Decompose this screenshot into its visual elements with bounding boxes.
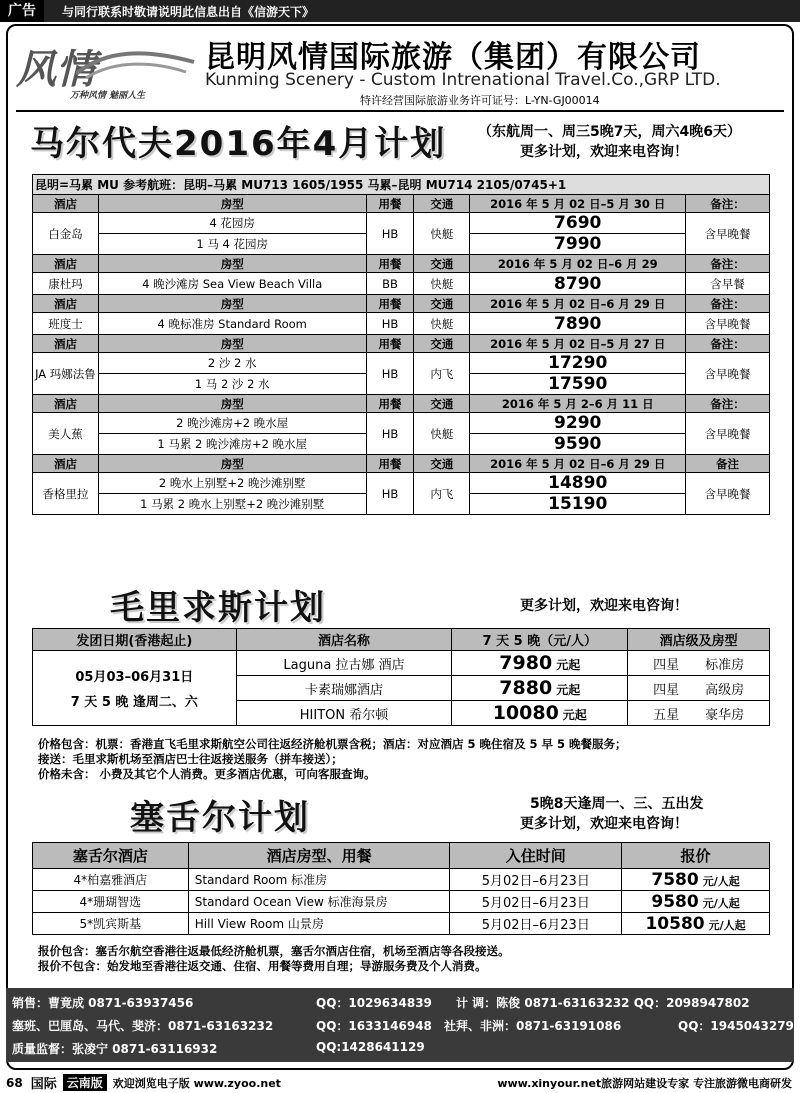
price-unit: 元/人起 [708, 918, 746, 932]
room-type: 1 马 2 沙 2 水 [98, 374, 366, 395]
star-rating: 五星 [653, 707, 680, 723]
table-row [33, 913, 770, 935]
room-type: 2 晚水上别墅+2 晚沙滩别墅 [98, 473, 366, 494]
price [452, 701, 628, 726]
meal-plan: HB [366, 313, 414, 335]
stay-dates: 5月02日–6月23日 [450, 913, 622, 935]
departure-dates: 05月03–06月31日 [75, 670, 194, 685]
column-header: 交通 [414, 455, 470, 473]
column-header: 房型 [98, 335, 366, 353]
table-row [33, 213, 770, 234]
table-row [33, 313, 770, 335]
room-grade: 高级房 [705, 682, 745, 698]
license-number: 特许经营国际旅游业务许可证号：L-YN-GJ00014 [360, 94, 600, 107]
maldives-more-note: 更多计划，欢迎来电咨询！ [520, 144, 688, 160]
logo-glyph: 风情 [16, 46, 96, 93]
departure-info [33, 651, 237, 726]
price-unit: 元起 [556, 658, 581, 672]
table-header-row [33, 195, 770, 213]
table-header-row [33, 395, 770, 413]
table-header-row [33, 295, 770, 313]
seychelles-notes [38, 944, 510, 974]
room-type: 4 晚沙滩房 Sea View Beach Villa [98, 273, 366, 295]
column-header: 报价 [622, 843, 770, 869]
table-row [33, 869, 770, 891]
page-number: 68 [6, 1075, 23, 1090]
column-header: 7 天 5 晚（元/人） [452, 629, 628, 651]
column-header: 房型 [98, 455, 366, 473]
column-header: 备注： [686, 295, 770, 313]
room-type: Hill View Room 山景房 [188, 913, 450, 935]
room-grade: 标准房 [705, 657, 745, 673]
table-row [33, 473, 770, 494]
price: 7990 [470, 234, 686, 255]
hotel-name: Laguna 拉古娜 酒店 [236, 651, 452, 676]
meal-plan: HB [366, 213, 414, 255]
column-header: 用餐 [366, 195, 414, 213]
column-header: 备注 [686, 455, 770, 473]
meal-plan: HB [366, 473, 414, 515]
company-name-cn: 昆明风情国际旅游（集团）有限公司 [205, 40, 701, 75]
table-header-row [33, 335, 770, 353]
column-header: 交通 [414, 395, 470, 413]
price-value: 7980 [499, 652, 553, 674]
price [622, 913, 770, 935]
page-footer [0, 1072, 800, 1093]
table-header-row [33, 255, 770, 273]
hotel-name: JA 玛娜法鲁 [33, 353, 99, 395]
seychelles-note-line: 报价包含：塞舌尔航空香港往返最低经济舱机票，塞舌尔酒店住宿，机场至酒店等各段接送。 [38, 944, 510, 958]
price [622, 869, 770, 891]
seychelles-schedule-note: 5晚8天逢周一、三、五出发 [530, 796, 704, 812]
price [622, 891, 770, 913]
hotel-name: HIITON 希尔顿 [236, 701, 452, 726]
table-row [33, 413, 770, 434]
footer-promo: www.xinyour.net旅游网站建设专家 专注旅游微电商研发 [497, 1076, 792, 1090]
column-header: 2016 年 5 月 02 日–6 月 29 日 [470, 295, 686, 313]
remark: 含早晚餐 [686, 313, 770, 335]
column-header: 备注： [686, 255, 770, 273]
table-header-row [33, 843, 770, 869]
logo-slogan: 万种风情 魅丽人生 [70, 91, 146, 101]
contact-dubai-qq: QQ：1945043279 [678, 1019, 794, 1033]
seychelles-title: 塞舌尔计划 [130, 798, 310, 838]
room-type: 1 马累 2 晚水上别墅+2 晚沙滩别墅 [98, 494, 366, 515]
room-type: Standard Ocean View 标准海景房 [188, 891, 450, 913]
company-logo [16, 34, 196, 110]
room-type: 2 晚沙滩房+2 晚水屋 [98, 413, 366, 434]
mauritius-more-note: 更多计划，欢迎来电咨询！ [520, 598, 688, 614]
seychelles-note-line: 报价不包含：始发地至香港往返交通、住宿、用餐等费用自理；导游服务费及个人消费。 [38, 959, 487, 973]
contact-planner: 计 调：陈俊 0871-63163232 QQ：2098947802 [456, 996, 750, 1010]
contact-islands: 塞班、巴厘岛、马代、斐济：0871-63163232 [12, 1019, 274, 1033]
column-header: 酒店房型、用餐 [188, 843, 450, 869]
room-type: 4 花园房 [98, 213, 366, 234]
column-header: 酒店 [33, 335, 99, 353]
price-unit: 元起 [556, 683, 581, 697]
transfer-type: 快艇 [414, 313, 470, 335]
ad-tag: 广告 [0, 0, 44, 22]
logo-swoosh-icon [76, 44, 196, 84]
contact-islands-qq: QQ：1633146948 [316, 1019, 432, 1033]
transfer-type: 快艇 [414, 413, 470, 455]
hotel-name: 4*柏嘉雅酒店 [33, 869, 189, 891]
ad-strip [0, 0, 800, 22]
remark: 含早晚餐 [686, 413, 770, 455]
column-header: 2016 年 5 月 2–6 月 11 日 [470, 395, 686, 413]
hotel-grade [628, 676, 770, 701]
table-row [33, 353, 770, 374]
remark: 含早晚餐 [686, 353, 770, 395]
ebook-link[interactable]: 欢迎浏览电子版 www.zyoo.net [112, 1076, 281, 1090]
column-header: 备注： [686, 195, 770, 213]
table-row [33, 651, 770, 676]
room-type: 4 晚标准房 Standard Room [98, 313, 366, 335]
transfer-type: 内飞 [414, 353, 470, 395]
column-header: 酒店 [33, 255, 99, 273]
mauritius-note-line: 价格包含：机票：香港直飞毛里求斯航空公司往返经济舱机票含税；酒店：对应酒店 5 晚住宿及 5 早 5 晚餐服务； [38, 737, 627, 751]
price-unit: 元/人起 [702, 874, 740, 888]
hotel-name: 4*珊瑚智选 [33, 891, 189, 913]
hotel-name: 美人蕉 [33, 413, 99, 455]
trip-duration: 7 天 5 晚 逢周二、六 [70, 695, 198, 710]
price: 9590 [470, 434, 686, 455]
column-header: 塞舌尔酒店 [33, 843, 189, 869]
column-header: 备注： [686, 335, 770, 353]
column-header: 酒店 [33, 455, 99, 473]
column-header: 发团日期(香港起止) [33, 629, 237, 651]
price: 17290 [470, 353, 686, 374]
table-header-row [33, 629, 770, 651]
column-header: 用餐 [366, 455, 414, 473]
column-header: 入住时间 [450, 843, 622, 869]
price-unit: 元/人起 [702, 896, 740, 910]
star-rating: 四星 [653, 682, 680, 698]
price: 17590 [470, 374, 686, 395]
price: 15190 [470, 494, 686, 515]
column-header: 交通 [414, 335, 470, 353]
hotel-name: 白金岛 [33, 213, 99, 255]
column-header: 酒店 [33, 195, 99, 213]
transfer-type: 快艇 [414, 273, 470, 295]
column-header: 房型 [98, 255, 366, 273]
column-header: 交通 [414, 295, 470, 313]
column-header: 酒店 [33, 295, 99, 313]
column-header: 酒店 [33, 395, 99, 413]
flight-info-row [33, 175, 770, 195]
remark: 含早餐 [686, 273, 770, 295]
mauritius-notes [38, 737, 627, 782]
price: 8790 [470, 273, 686, 295]
stay-dates: 5月02日–6月23日 [450, 869, 622, 891]
room-type: 1 马 4 花园房 [98, 234, 366, 255]
room-type: Standard Room 标准房 [188, 869, 450, 891]
company-name-en: Kunming Scenery - Custom Intrenational Travel.Co.,GRP LTD. [205, 70, 721, 90]
hotel-name: 香格里拉 [33, 473, 99, 515]
remark: 含早晚餐 [686, 473, 770, 515]
column-header: 酒店级及房型 [628, 629, 770, 651]
column-header: 2016 年 5 月 02 日–6 月 29 日 [470, 455, 686, 473]
price-value: 10080 [492, 702, 559, 724]
price [452, 676, 628, 701]
room-grade: 豪华房 [705, 707, 745, 723]
meal-plan: BB [366, 273, 414, 295]
price-value: 10580 [645, 913, 705, 934]
remark: 含早晚餐 [686, 213, 770, 255]
price [452, 651, 628, 676]
mauritius-price-table [32, 628, 770, 726]
column-header: 2016 年 5 月 02 日–5 月 27 日 [470, 335, 686, 353]
table-row [33, 891, 770, 913]
price-value: 7880 [499, 677, 553, 699]
seychelles-price-table [32, 842, 770, 935]
price: 7690 [470, 213, 686, 234]
contact-sales-qq: QQ：1029634839 [316, 996, 432, 1010]
meal-plan: HB [366, 413, 414, 455]
column-header: 用餐 [366, 395, 414, 413]
maldives-price-table [32, 174, 770, 515]
ad-source-note: 与同行联系时敬请说明此信息出自《信游天下》 [62, 4, 315, 19]
column-header: 交通 [414, 255, 470, 273]
price-unit: 元起 [562, 708, 587, 722]
edition-badge: 云南版 [63, 1074, 107, 1091]
column-header: 2016 年 5 月 02 日–6 月 29 [470, 255, 686, 273]
star-rating: 四星 [653, 657, 680, 673]
stay-dates: 5月02日–6月23日 [450, 891, 622, 913]
transfer-type: 内飞 [414, 473, 470, 515]
flight-info: 昆明=马累 MU 参考航班：昆明–马累 MU713 1605/1955 马累–昆明 MU714 2105/0745+1 [33, 175, 770, 195]
column-header: 交通 [414, 195, 470, 213]
price: 7890 [470, 313, 686, 335]
table-row [33, 273, 770, 295]
hotel-name: 班度士 [33, 313, 99, 335]
room-type: 1 马累 2 晚沙滩房+2 晚水屋 [98, 434, 366, 455]
maldives-schedule-note: （东航周一、周三5晚7天，周六4晚6天） [478, 124, 741, 140]
column-header: 房型 [98, 195, 366, 213]
column-header: 2016 年 5 月 02 日–5 月 30 日 [470, 195, 686, 213]
price-value: 7580 [651, 869, 699, 890]
hotel-grade [628, 651, 770, 676]
column-header: 酒店名称 [236, 629, 452, 651]
table-header-row [33, 455, 770, 473]
column-header: 用餐 [366, 295, 414, 313]
column-header: 房型 [98, 395, 366, 413]
price-value: 9580 [651, 891, 699, 912]
maldives-title: 马尔代夫2016年4月计划 [30, 124, 447, 164]
mauritius-note-line: 接送：毛里求斯机场至酒店巴士往返接送服务（拼车接送）； [38, 752, 343, 766]
meal-plan: HB [366, 353, 414, 395]
price: 14890 [470, 473, 686, 494]
transfer-type: 快艇 [414, 213, 470, 255]
price: 9290 [470, 413, 686, 434]
column-header: 用餐 [366, 255, 414, 273]
column-header: 房型 [98, 295, 366, 313]
column-header: 用餐 [366, 335, 414, 353]
contact-quality-qq: QQ:1428641129 [316, 1040, 425, 1054]
seychelles-more-note: 更多计划，欢迎来电咨询！ [520, 816, 688, 832]
mauritius-title: 毛里求斯计划 [110, 588, 326, 628]
contact-sales: 销售：曹竟成 0871-63937456 [12, 996, 194, 1010]
contact-quality: 质量监督：张凌宁 0871-63116932 [12, 1042, 218, 1056]
contact-panel [6, 988, 794, 1062]
hotel-name: 卡素瑞娜酒店 [236, 676, 452, 701]
contact-dubai-africa: 社拜、非洲：0871-63191086 [444, 1019, 622, 1033]
page-section: 国际 [30, 1077, 57, 1092]
hotel-grade [628, 701, 770, 726]
hotel-name: 康杜玛 [33, 273, 99, 295]
hotel-name: 5*凯宾斯基 [33, 913, 189, 935]
divider [16, 110, 784, 112]
column-header: 备注： [686, 395, 770, 413]
room-type: 2 沙 2 水 [98, 353, 366, 374]
mauritius-note-line: 价格未含： 小费及其它个人消费。更多酒店优惠，可向客服查询。 [38, 767, 376, 781]
